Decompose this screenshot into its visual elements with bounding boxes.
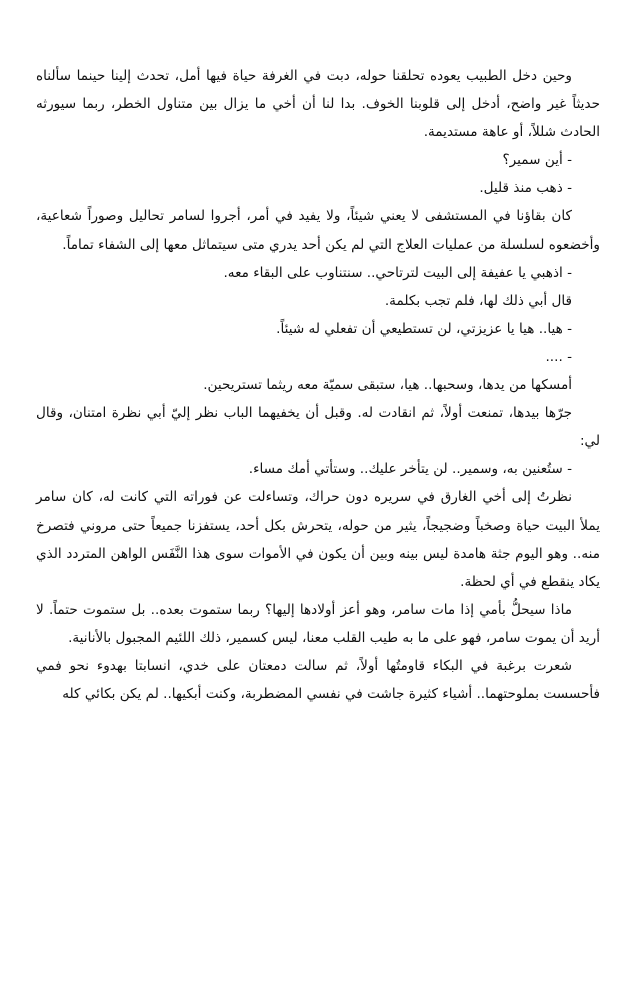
line-father-said: قال أبي ذلك لها، فلم تجب بكلمة. (384, 292, 572, 309)
paragraph-doctor-visit: وحين دخل الطبيب يعوده تحلقنا حوله، دبت في الغرفة حياة فيها أمل، تحدث إلينا حينما سألناه حديثاً غير واضح، أدخل إلى قلوبنا الخوف. بدا لنا أن أخي ما يزال بين متناول الخطر، ربما سيورثه الحادث شللاً، أو عاهة مستديمة. (36, 68, 600, 141)
paragraph-brother-bed: نظرتُ إلى أخي الغارق في سريره دون حراك، وتساءلت عن فوراته التي كانت له، كان سامر يملأ البيت حياة وصخباً وضجيجاً، يثير من حوله، يتحرش بكل أحد، يستفزنا جميعاً حتى مروني فتصرخ منه.. وهو اليوم جثة هامدة ليس بينه وبين أن يكون في الأموات سوى هذا النَّفَس الواهن المتردد الذي يكاد ينقطع في أي لحظة. (36, 489, 600, 590)
paragraph-mother-fear: ماذا سيحلُّ بأمي إذا مات سامر، وهو أعز أولادها إليها؟ ربما ستموت بعده.. بل ستموت حتماً. لا أريد أن يموت سامر، فهو على ما به طيب القلب معنا، ليس كسمير، ذلك اللئيم المجبول بالأنانية. (36, 601, 600, 646)
dialogue-silence: - .... (545, 348, 572, 365)
paragraph-hospital-stay: كان بقاؤنا في المستشفى لا يعني شيئاً، ولا يفيد في أمر، أجروا لسامر تحاليل وصوراً شعاعية، وأخضعوه لسلسلة من عمليات العلاج التي لم يكن أحد يدري متى سيتماثل معها إلى الشفاء تماماً. (36, 208, 600, 253)
dialogue-left-recently: - ذهب منذ قليل. (479, 180, 572, 197)
dialogue-take-care: - ستُعنين به، وسمير.. لن يتأخر عليك.. وستأتي أمك مساء. (248, 461, 572, 478)
line-held-her-hand: أمسكها من يدها، وسحبها.. هيا، ستبقى سميّة معه ريثما تستريحين. (203, 377, 572, 394)
dialogue-come-dear: - هيا.. هيا يا عزيزتي، لن تستطيعي أن تفعلي له شيئاً. (276, 320, 572, 337)
dialogue-where-is-samir: - أين سمير؟ (502, 152, 572, 169)
dialogue-go-home-afifa: - اذهبي يا عفيفة إلى البيت لترتاحي.. سنتناوب على البقاء معه. (223, 264, 572, 281)
paragraph-dragged-her: جرّها بيدها، تمنعت أولاً، ثم انقادت له. وقبل أن يخفيهما الباب نظر إليّ أبي نظرة امتنان، وقال لي: (36, 405, 600, 450)
paragraph-crying: شعرت برغبة في البكاء قاومتُها أولاً، ثم سالت دمعتان على خدي، انسابتا بهدوء نحو فمي فأحسست بملوحتهما.. أشياء كثيرة جاشت في نفسي المضطربة، وكنت أبكيها.. لم يكن بكائي كله (36, 657, 600, 703)
